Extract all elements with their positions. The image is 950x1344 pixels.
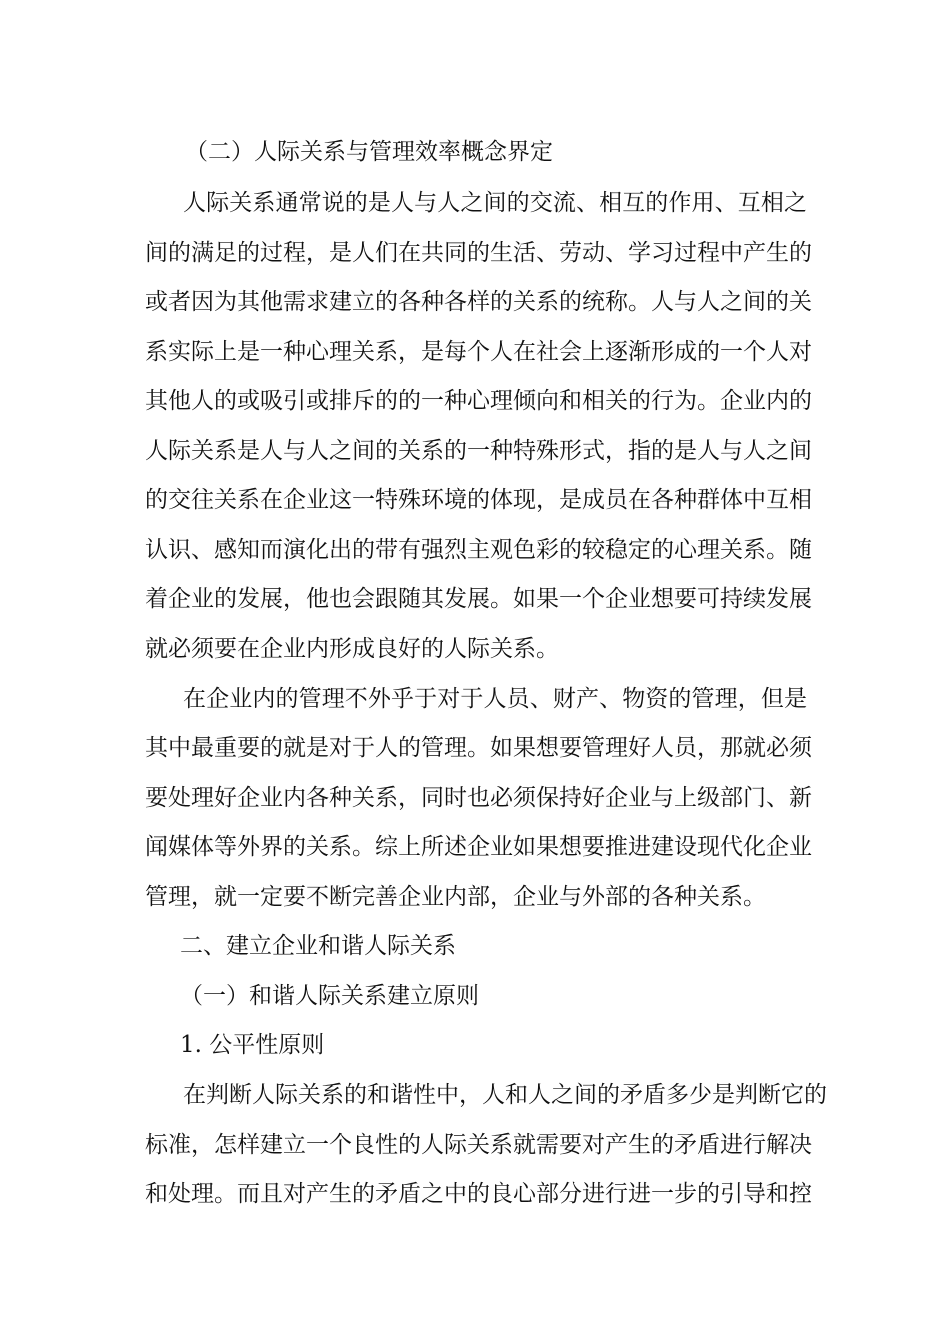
paragraph-line: 标准，怎样建立一个良性的人际关系就需要对产生的矛盾进行解决 <box>145 1132 812 1158</box>
heading-section-two: 二、建立企业和谐人际关系 <box>180 933 456 959</box>
paragraph-line: 在企业内的管理不外乎于对于人员、财产、物资的管理，但是 <box>183 686 807 712</box>
paragraph-line: 系实际上是一种心理关系，是每个人在社会上逐渐形成的一个人对 <box>145 339 812 365</box>
heading-concept-definition: （二）人际关系与管理效率概念界定 <box>185 139 553 165</box>
paragraph-line: 管理，就一定要不断完善企业内部，企业与外部的各种关系。 <box>145 884 766 910</box>
paragraph-line: 人际关系是人与人之间的关系的一种特殊形式，指的是人与人之间 <box>145 438 812 464</box>
paragraph-line: 要处理好企业内各种关系，同时也必须保持好企业与上级部门、新 <box>145 785 812 811</box>
paragraph-line: 人际关系通常说的是人与人之间的交流、相互的作用、互相之 <box>183 190 807 216</box>
paragraph-line: 其他人的或吸引或排斥的的一种心理倾向和相关的行为。企业内的 <box>145 388 812 414</box>
paragraph-line: 其中最重要的就是对于人的管理。如果想要管理好人员，那就必须 <box>145 735 812 761</box>
paragraph-line: 认识、感知而演化出的带有强烈主观色彩的较稳定的心理关系。随 <box>145 537 812 563</box>
paragraph-line: 着企业的发展，他也会跟随其发展。如果一个企业想要可持续发展 <box>145 586 812 612</box>
paragraph-line: 间的满足的过程，是人们在共同的生活、劳动、学习过程中产生的 <box>145 240 812 266</box>
heading-fairness-principle: 1. 公平性原则 <box>180 1032 325 1058</box>
paragraph-line: 或者因为其他需求建立的各种各样的关系的统称。人与人之间的关 <box>145 289 812 315</box>
heading-principles: （一）和谐人际关系建立原则 <box>180 983 479 1009</box>
paragraph-line: 和处理。而且对产生的矛盾之中的良心部分进行进一步的引导和控 <box>145 1181 812 1207</box>
paragraph-line: 在判断人际关系的和谐性中，人和人之间的矛盾多少是判断它的 <box>183 1082 827 1108</box>
paragraph-line: 闻媒体等外界的关系。综上所述企业如果想要推进建设现代化企业 <box>145 834 812 860</box>
paragraph-line: 就必须要在企业内形成良好的人际关系。 <box>145 636 559 662</box>
paragraph-line: 的交往关系在企业这一特殊环境的体现，是成员在各种群体中互相 <box>145 487 812 513</box>
